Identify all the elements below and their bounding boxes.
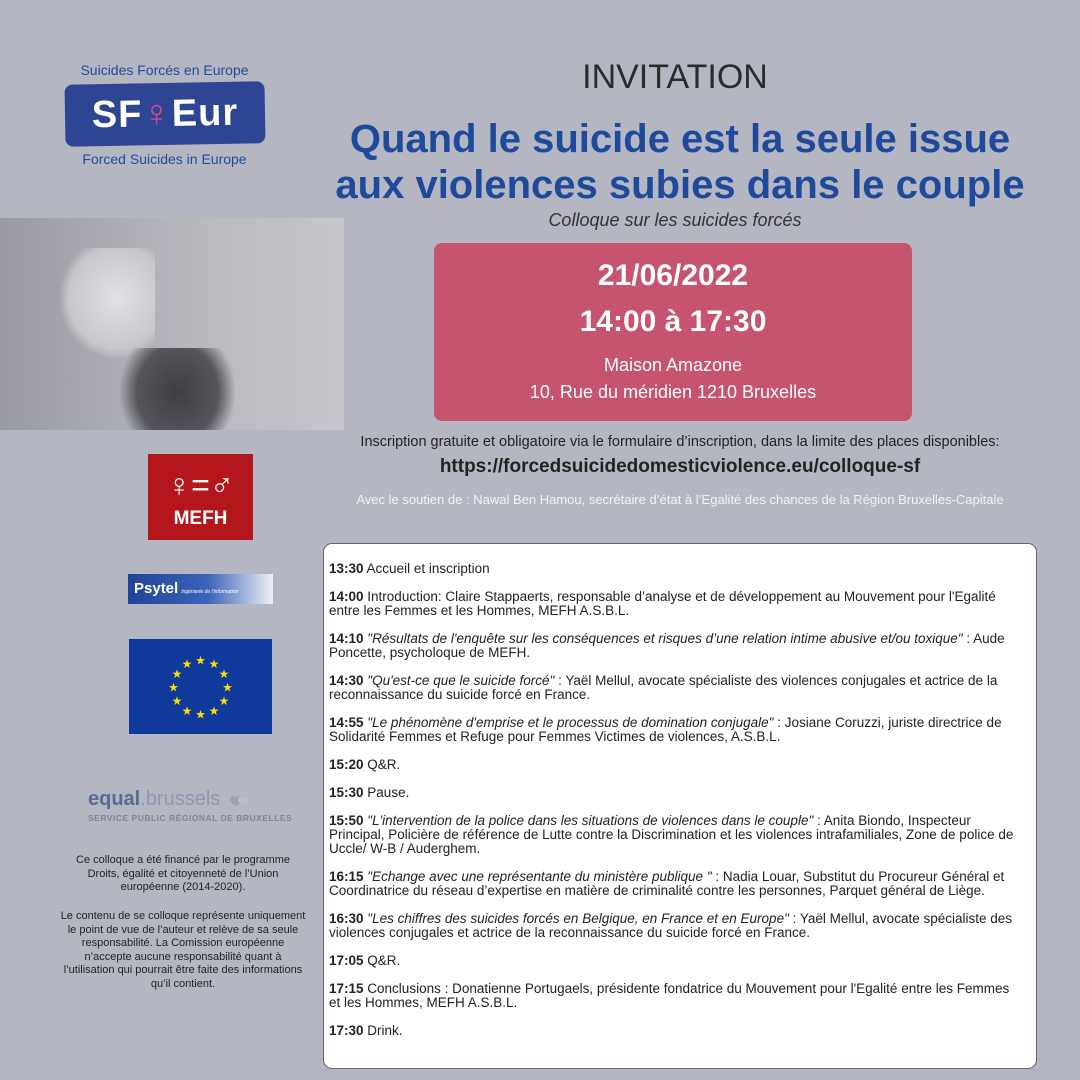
eu-stars (129, 639, 272, 734)
title-line-1: Quand le suicide est la seule issue (349, 117, 1011, 161)
equal-brussels-subtitle: SERVICE PUBLIC RÉGIONAL DE BRUXELLES (88, 813, 293, 823)
title-line-2: aux violences subies dans le couple (335, 163, 1025, 207)
program-item-time: 16:30 (329, 911, 364, 926)
program-item-talk-title: "Echange avec une représentante du ministère publique " (367, 869, 712, 884)
program-item (329, 590, 1016, 618)
fist-image (60, 248, 155, 358)
program-item (329, 562, 1016, 576)
disclaimer-text: Le contenu de se colloque représente uniquement le point de vue de l’auteur et relève de sa seule responsabilité. La Comission européenne n’accepte aucune responsabilité quant à l’utilisation qui pourrait être faite des informations qu’il contient. (60, 910, 306, 990)
support-text: Avec le soutien de : Nawal Ben Hamou, secrétaire d’état à l’Egalité des chances de la Région Bruxelles-Capitale (356, 492, 1004, 507)
program-item-talk-title: "Résultats de l'enquête sur les conséquences et risques d’une relation intime abusive et/ou toxique" (367, 631, 963, 646)
eu-flag-icon (129, 639, 272, 734)
equal-city: brussels (145, 788, 221, 810)
violence-photo (0, 218, 344, 430)
program-item (329, 716, 1016, 744)
page-title (300, 116, 1060, 208)
svg-text:★: ★ (171, 694, 183, 708)
program-item-time: 17:15 (329, 981, 364, 996)
program-item-talk-title: "L'intervention de la police dans les situations de violences dans le couple" (367, 813, 814, 828)
program-item (329, 814, 1016, 856)
program-item (329, 758, 1016, 772)
program-item-time: 16:15 (329, 869, 364, 884)
program-item-description: Q&R. (367, 953, 401, 968)
registration-link[interactable]: https://forcedsuicidedomesticviolence.eu/colloque-sf (439, 456, 921, 477)
program-item-description: : Josiane Coruzzi, juriste directrice de Solidarité Femmes et Refuge pour Femmes Victimes de violences, A.S.B.L. (329, 715, 1002, 744)
funding-text: Ce colloque a été financé par le programme Droits, égalité et citoyenneté de l’Union européenne (2014-2020). (75, 854, 290, 893)
program-item-time: 14:00 (329, 589, 364, 604)
registration-text: Inscription gratuite et obligatoire via le formulaire d’inscription, dans la limite des places disponibles: (360, 434, 1000, 450)
svg-text:★: ★ (195, 707, 206, 722)
woman-silhouette-image (120, 348, 235, 430)
svg-text:★: ★ (171, 667, 183, 681)
program-item (329, 1024, 1016, 1038)
program-item-talk-title: "Les chiffres des suicides forcés en Belgique, en France et en Europe" (367, 911, 789, 926)
psytel-logo (128, 574, 273, 604)
female-symbol-icon: ♀ (141, 92, 172, 136)
program-item-description: : Yaël Mellul, avocate spécialiste des violences conjugales et actrice de la reconnaissance du suicide forcé en France. (329, 673, 998, 702)
equal-brussels-heart-icon (226, 792, 252, 808)
program-item-description: : Anita Biondo, Inspecteur Principal, Policière de référence de Lutte contre la Discrimination et les violences intrafamiliales, Zone de police de Uccle/ W-B / Auderghem. (329, 813, 1014, 856)
svg-text:★: ★ (195, 653, 206, 668)
program-item-time: 17:05 (329, 953, 364, 968)
psytel-name: Psytel (134, 580, 179, 597)
program-item-description: Conclusions : Donatienne Portugaels, présidente fondatrice du Mouvement pour l'Egalité entre les Femmes et les Hommes, MEFH A.S.B.L. (329, 981, 1010, 1010)
program-item-description: : Nadia Louar, Substitut du Procureur Général et Coordinatrice du réseau d’expertise en matière de criminalité contre les personnes, Parquet général de Liège. (329, 869, 1005, 898)
program-item-talk-title: "Qu'est-ce que le suicide forcé" (367, 673, 555, 688)
program-item-time: 15:50 (329, 813, 364, 828)
program-item-time: 14:10 (329, 631, 364, 646)
event-address: 10, Rue du méridien 1210 Bruxelles (529, 382, 817, 402)
program-item (329, 982, 1016, 1010)
program-item-description: Q&R. (367, 757, 401, 772)
invitation-label: INVITATION (582, 58, 768, 96)
program-item (329, 912, 1016, 940)
svg-text:★: ★ (218, 667, 230, 681)
equal-dot: . (140, 788, 146, 810)
mefh-logo (148, 454, 253, 540)
subtitle: Colloque sur les suicides forcés (548, 210, 802, 230)
svg-text:★: ★ (222, 680, 233, 695)
gender-equality-icon: ♀=♂ (167, 467, 234, 503)
svg-text:★: ★ (218, 694, 230, 708)
program-item-description: Introduction: Claire Stappaerts, responsable d’analyse et de développement au Mouvement pour l'Egalité entre les Femmes et les Hommes, MEFH A.S.B.L. (329, 589, 996, 618)
program-item (329, 632, 1016, 660)
program-item (329, 870, 1016, 898)
mefh-label: MEFH (173, 508, 228, 529)
program-box (323, 543, 1037, 1069)
logo-top-text: Suicides Forcés en Europe (80, 62, 249, 78)
program-item-time: 14:30 (329, 673, 364, 688)
svg-text:★: ★ (208, 704, 220, 718)
program-item-description: Accueil et inscription (366, 561, 490, 576)
svg-text:★: ★ (181, 704, 193, 718)
program-item-description: : Yaël Mellul, avocate spécialiste des violences conjugales et actrice de la reconnaissance du suicide forcé en France. (329, 911, 1013, 940)
sfeur-logo (62, 62, 267, 167)
event-time: 14:00 à 17:30 (579, 305, 767, 338)
logo-brand-right: Eur (170, 91, 239, 135)
program-item-description: : Aude Poncette, psycholoque de MEFH. (329, 631, 1005, 660)
svg-text:★: ★ (208, 657, 220, 671)
equal-brussels-logo (88, 788, 318, 823)
logo-brand-box (64, 81, 265, 146)
svg-text:★: ★ (168, 680, 179, 695)
event-venue: Maison Amazone (603, 355, 743, 375)
program-item-time: 14:55 (329, 715, 364, 730)
program-item-time: 15:20 (329, 757, 364, 772)
program-item-time: 15:30 (329, 785, 364, 800)
svg-text:★: ★ (181, 657, 193, 671)
event-date-box (434, 243, 912, 421)
program-item-talk-title: "Le phénomène d'emprise et le processus de domination conjugale" (367, 715, 774, 730)
program-item (329, 786, 1016, 800)
logo-brand-left: SF (90, 93, 143, 137)
program-item-time: 13:30 (329, 561, 364, 576)
program-item (329, 674, 1016, 702)
program-item-time: 17:30 (329, 1023, 364, 1038)
equal-name: equal (88, 788, 141, 810)
program-item (329, 954, 1016, 968)
logo-bottom-text: Forced Suicides in Europe (82, 151, 247, 167)
event-date: 21/06/2022 (597, 259, 749, 292)
psytel-subtitle: Ingénierie de l'information (181, 589, 239, 595)
program-item-description: Pause. (367, 785, 410, 800)
program-item-description: Drink. (367, 1023, 403, 1038)
